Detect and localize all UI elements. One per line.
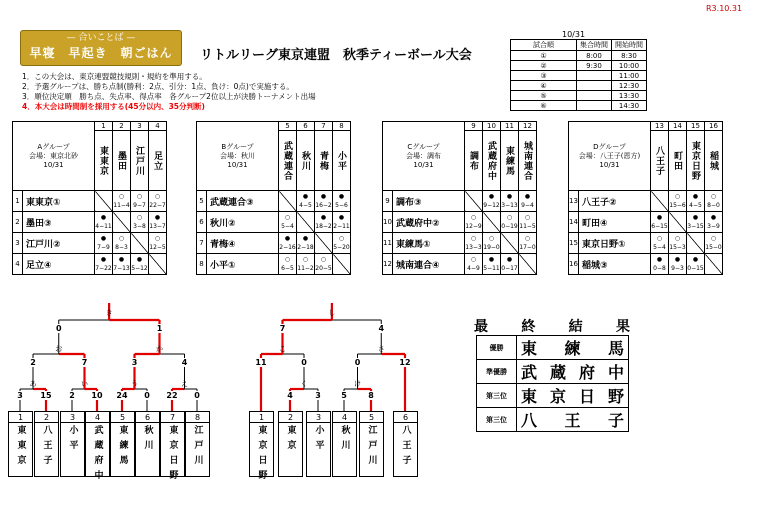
semifinal-label: か	[156, 345, 163, 353]
round1-score: 3	[311, 391, 325, 400]
final-team-char: 練	[564, 339, 581, 358]
motto-text: 早寝 早起き 朝ごはん	[29, 46, 173, 60]
group-row-team: 足立④	[23, 254, 95, 275]
final-team	[517, 336, 629, 360]
bracket-team	[185, 411, 210, 477]
round1-score: 3	[13, 391, 27, 400]
final-team-name	[521, 360, 624, 383]
group-col-number: 8	[333, 122, 351, 131]
group-col-team: 町田	[669, 131, 687, 191]
group-row-team: 墨田③	[23, 212, 95, 233]
group-result-cell: ○ 22−7	[149, 191, 167, 212]
round2-score: 3	[128, 358, 142, 367]
schedule-cell: 13:30	[612, 91, 647, 101]
group-result-cell: ● 3−13	[501, 191, 519, 212]
bracket-team-name: 東京日野	[167, 425, 178, 485]
round1-score: 22	[166, 391, 178, 400]
final-team	[517, 360, 629, 384]
round2-score: 7	[78, 358, 92, 367]
group-result-cell: ● 5−11	[483, 254, 501, 275]
final-score: 0	[52, 324, 66, 333]
round1-label: え	[181, 380, 188, 388]
group-result-cell: ● 7−22	[95, 254, 113, 275]
group-result-cell: ● 3−9	[705, 212, 723, 233]
group-result-cell: ● 3−15	[687, 212, 705, 233]
bracket-team-name: 東東京	[15, 425, 26, 470]
bracket-team-number: 2	[279, 412, 302, 423]
group-result-cell: ● 4−5	[297, 191, 315, 212]
final-rank: 優勝	[477, 336, 517, 360]
final-score: 7	[276, 324, 290, 333]
final-rank: 準優勝	[477, 360, 517, 384]
group-row-number: 10	[383, 212, 393, 233]
final-result-table	[476, 335, 629, 432]
final-team	[517, 384, 629, 408]
final-team-char: 東	[521, 387, 538, 406]
group-name: Cグループ	[407, 142, 440, 151]
group-result-cell: ○ 15−0	[705, 233, 723, 254]
group-row-team: 小平①	[207, 254, 279, 275]
schedule-cell: 8:00	[577, 51, 612, 61]
round1-score: 10	[91, 391, 103, 400]
group-venue: 会場：八王子(恩方)	[578, 151, 641, 160]
bracket-team-name: 東練馬	[117, 425, 128, 470]
final-title-char: 果	[615, 319, 630, 335]
group-row-team: 東京日野①	[579, 233, 651, 254]
group-name: Bグループ	[221, 142, 254, 151]
final-team	[517, 408, 629, 432]
round1-score: 8	[364, 391, 378, 400]
bracket-team-name: 東京	[285, 425, 296, 455]
final-team-name	[521, 408, 624, 431]
bracket-team	[34, 411, 59, 477]
group-result-cell: ○ 11−5	[519, 212, 537, 233]
group-result-cell: ○ 0−19	[501, 212, 519, 233]
final-team-char: 子	[607, 411, 624, 430]
group-result-cell: ● 6−15	[651, 212, 669, 233]
semifinal-label: こ	[279, 345, 286, 353]
group-row-number: 13	[569, 191, 579, 212]
group-col-team: 秋川	[297, 131, 315, 191]
group-result-cell: ○ 15−3	[669, 233, 687, 254]
group-col-number: 3	[131, 122, 149, 131]
schedule-cell: ①	[511, 51, 577, 61]
group-date: 10/31	[413, 160, 434, 169]
group-row-number: 11	[383, 233, 393, 254]
group-col-team: 小平	[333, 131, 351, 191]
group-col-number: 10	[483, 122, 501, 131]
group-col-team: 東練馬	[501, 131, 519, 191]
round1-label: け	[354, 380, 361, 388]
bracket-team-number: 7	[161, 412, 184, 423]
round1-label: く	[300, 380, 308, 388]
final-team-char: 武	[521, 363, 538, 382]
round2-score: 11	[255, 358, 267, 367]
group-col-team: 調布	[465, 131, 483, 191]
group-result-cell: ○ 8−3	[113, 233, 131, 254]
group-result-cell: ○ 9−7	[131, 191, 149, 212]
group-col-team: 八王子	[651, 131, 669, 191]
bracket-team	[359, 411, 384, 477]
final-title-char: 終	[521, 319, 536, 335]
round2-score: 0	[351, 358, 365, 367]
group-row-team: 青梅④	[207, 233, 279, 254]
round1-label: う	[131, 380, 138, 388]
bracket-team-number: 4	[86, 412, 109, 423]
semifinal-label: お	[55, 345, 63, 353]
group-result-cell: ○ 6−5	[279, 254, 297, 275]
group-result-cell: ○ 20−5	[315, 254, 333, 275]
group-date: 10/31	[43, 160, 64, 169]
group-row-team: 武蔵連合③	[207, 191, 279, 212]
round2-score: 2	[26, 358, 40, 367]
round1-score: 2	[65, 391, 79, 400]
group-row-team: 調布③	[393, 191, 465, 212]
group-row-team: 町田④	[579, 212, 651, 233]
schedule-cell: 12:30	[612, 81, 647, 91]
bracket-team	[60, 411, 85, 477]
group-row-team: 東練馬①	[393, 233, 465, 254]
final-result-title	[474, 316, 630, 336]
group-row-team: 秋川②	[207, 212, 279, 233]
bracket-team-name: 小平	[67, 425, 78, 455]
group-row-number: 4	[13, 254, 23, 275]
final-team-char: 中	[607, 363, 624, 382]
schedule-cell: 14:30	[612, 101, 647, 111]
group-result-cell: ● 13−7	[149, 212, 167, 233]
group-col-number: 12	[519, 122, 537, 131]
schedule-cell: 11:00	[612, 71, 647, 81]
group-col-number: 14	[669, 122, 687, 131]
group-result-cell: ● 4−11	[95, 212, 113, 233]
group-result-cell: ● 4−5	[687, 191, 705, 212]
round1-score: 4	[283, 391, 297, 400]
group-col-number: 16	[705, 122, 723, 131]
bracket-team	[8, 411, 33, 477]
group-result-cell: ● 9−3	[669, 254, 687, 275]
group-col-number: 11	[501, 122, 519, 131]
bracket-team	[393, 411, 418, 477]
bracket-team	[85, 411, 110, 485]
bracket-team	[249, 411, 274, 485]
group-venue: 会場：秋川	[220, 151, 255, 160]
final-label: し	[328, 309, 336, 317]
rule-3: 3．順位決定順 勝ち点、失点率、得点率 各グループ2位以上が決勝トーナメント出場	[22, 92, 316, 101]
group-row-team: 東東京①	[23, 191, 95, 212]
round1-label: あ	[29, 380, 37, 388]
rule-1: 1．この大会は、東京連盟競技規則・規約を準用する。	[22, 72, 207, 81]
round1-score: 15	[40, 391, 52, 400]
group-result-cell: ○ 5−4	[279, 212, 297, 233]
group-result-cell: ● 0−17	[501, 254, 519, 275]
schedule-cell: ⑥	[511, 101, 577, 111]
bracket-team-number: 2	[35, 412, 58, 423]
bracket-team-name: 東京日野	[256, 425, 267, 485]
group-col-number: 6	[297, 122, 315, 131]
final-team-char: 日	[578, 387, 595, 406]
group-result-cell: ● 7−9	[95, 233, 113, 254]
group-result-cell: ○ 17−0	[519, 233, 537, 254]
round1-label: い	[81, 380, 88, 388]
group-row-number: 3	[13, 233, 23, 254]
group-col-team: 武蔵府中	[483, 131, 501, 191]
group-row-number: 2	[13, 212, 23, 233]
group-col-team: 東東京	[95, 131, 113, 191]
group-col-team: 武蔵連合	[279, 131, 297, 191]
group-col-team: 江戸川	[131, 131, 149, 191]
schedule-header-assembly: 集合時間	[577, 40, 612, 51]
bracket-team-name: 八王子	[400, 425, 411, 470]
group-col-number: 1	[95, 122, 113, 131]
final-row	[477, 408, 629, 432]
group-result-cell: ● 0−8	[651, 254, 669, 275]
group-col-number: 13	[651, 122, 669, 131]
group-row-number: 9	[383, 191, 393, 212]
final-team-char: 野	[607, 387, 624, 406]
group-result-cell: ○ 4−9	[465, 254, 483, 275]
final-title-char: 最	[474, 319, 488, 335]
final-team-char: 府	[578, 363, 595, 382]
final-team-char: 蔵	[549, 363, 566, 382]
rule-4: 4．本大会は時間制を採用する(45分以内、35分判断)	[22, 102, 205, 111]
final-team-name	[521, 384, 624, 407]
group-row-number: 1	[13, 191, 23, 212]
schedule-cell: 9:30	[577, 61, 612, 71]
round1-score: 0	[190, 391, 204, 400]
group-row-number: 15	[569, 233, 579, 254]
group-col-number: 9	[465, 122, 483, 131]
group-col-team: 墨田	[113, 131, 131, 191]
bracket-team-name: 秋川	[142, 425, 153, 455]
group-date: 10/31	[227, 160, 248, 169]
group-col-number: 7	[315, 122, 333, 131]
group-result-cell: ○ 19−0	[483, 233, 501, 254]
group-result-cell: ○ 11−2	[297, 254, 315, 275]
group-result-cell: ● 0−15	[687, 254, 705, 275]
group-col-number: 5	[279, 122, 297, 131]
schedule-cell: 8:30	[612, 51, 647, 61]
group-result-cell: ● 5−6	[333, 191, 351, 212]
schedule-cell: 10:00	[612, 61, 647, 71]
bracket-team-name: 江戸川	[192, 425, 203, 470]
semifinal-label: さ	[377, 345, 385, 353]
bracket-team-number: 6	[394, 412, 417, 423]
group-name: Aグループ	[37, 142, 70, 151]
group-row-number: 5	[197, 191, 207, 212]
group-col-number: 4	[149, 122, 167, 131]
group-col-team: 東京日野	[687, 131, 705, 191]
group-date: 10/31	[599, 160, 620, 169]
round2-score: 0	[297, 358, 311, 367]
group-result-cell: ● 7−13	[113, 254, 131, 275]
bracket-team	[278, 411, 303, 477]
final-team-name	[521, 336, 624, 359]
group-result-cell: ● 18−2	[315, 212, 333, 233]
group-venue: 会場：調布	[406, 151, 441, 160]
group-result-cell: ● 5−12	[131, 254, 149, 275]
final-label: き	[105, 309, 113, 317]
group-result-cell: ○ 3−8	[131, 212, 149, 233]
group-col-number: 15	[687, 122, 705, 131]
page-title: リトルリーグ東京連盟 秋季ティーボール大会	[200, 48, 472, 63]
schedule-cell: ④	[511, 81, 577, 91]
bracket-team	[110, 411, 135, 477]
final-team-char: 八	[521, 411, 538, 430]
group-result-cell: ● 2−11	[333, 212, 351, 233]
group-result-cell: ○ 15−6	[669, 191, 687, 212]
final-title-char: 結	[568, 319, 583, 335]
group-result-cell: ● 9−12	[483, 191, 501, 212]
round2-score: 4	[178, 358, 192, 367]
round1-score: 5	[337, 391, 351, 400]
round1-score: 24	[116, 391, 128, 400]
group-row-number: 7	[197, 233, 207, 254]
schedule-header-order: 試合順	[511, 40, 577, 51]
bracket-team-number: 8	[186, 412, 209, 423]
group-row-team: 稲城③	[579, 254, 651, 275]
motto-heading: — 合いことば —	[66, 33, 136, 43]
group-result-cell: ● 9−4	[519, 191, 537, 212]
group-row-team: 八王子②	[579, 191, 651, 212]
schedule-cell: ③	[511, 71, 577, 81]
bracket-team-number: 5	[360, 412, 383, 423]
group-result-cell: ○ 5−20	[333, 233, 351, 254]
bracket-team	[306, 411, 331, 477]
group-col-team: 青梅	[315, 131, 333, 191]
group-col-team: 城南連合	[519, 131, 537, 191]
final-score: 4	[374, 324, 388, 333]
final-team-char: 馬	[607, 339, 624, 358]
schedule-date: 10/31	[562, 30, 586, 39]
schedule-cell: ⑤	[511, 91, 577, 101]
final-team-char: 京	[549, 387, 566, 406]
bracket-team-number: 1	[9, 412, 32, 423]
group-result-cell: ○ 13−3	[465, 233, 483, 254]
bracket-team-number: 1	[250, 412, 273, 423]
final-row	[477, 360, 629, 384]
group-row-number: 12	[383, 254, 393, 275]
rule-2: 2．予選グループは、勝ち点制(勝利：2点、引分：1点、負け：0点)で実施する。	[22, 82, 294, 91]
group-result-cell: ● 16−2	[315, 191, 333, 212]
group-result-cell: ● 2−18	[297, 233, 315, 254]
schedule-header-start: 開始時間	[612, 40, 647, 51]
issue-date: R3.10.31	[706, 4, 743, 13]
bracket-team-name: 江戸川	[366, 425, 377, 470]
schedule-cell: ②	[511, 61, 577, 71]
group-row-number: 8	[197, 254, 207, 275]
group-venue: 会場：東京北砂	[29, 151, 78, 160]
group-row-team: 武蔵府中②	[393, 212, 465, 233]
bracket-team-name: 小平	[313, 425, 324, 455]
group-col-team: 稲城	[705, 131, 723, 191]
final-rank: 第三位	[477, 384, 517, 408]
group-row-team: 城南連合④	[393, 254, 465, 275]
final-team-char: 東	[521, 339, 538, 358]
final-row	[477, 384, 629, 408]
group-result-cell: ○ 12−5	[149, 233, 167, 254]
group-result-cell: ○ 12−9	[465, 212, 483, 233]
bracket-team	[135, 411, 160, 477]
final-rank: 第三位	[477, 408, 517, 432]
bracket-team-number: 5	[111, 412, 134, 423]
bracket-team-number: 6	[136, 412, 159, 423]
group-row-number: 14	[569, 212, 579, 233]
bracket-team-name: 武蔵府中	[92, 425, 103, 485]
group-row-number: 6	[197, 212, 207, 233]
bracket-team-name: 八王子	[41, 425, 52, 470]
group-row-number: 16	[569, 254, 579, 275]
bracket-team-number: 3	[61, 412, 84, 423]
final-score: 1	[153, 324, 167, 333]
bracket-team-number: 3	[307, 412, 330, 423]
group-col-team: 足立	[149, 131, 167, 191]
group-result-cell: ○ 5−4	[651, 233, 669, 254]
group-name: Dグループ	[593, 142, 626, 151]
group-row-team: 江戸川②	[23, 233, 95, 254]
bracket-team-number: 4	[333, 412, 356, 423]
final-team-char: 王	[564, 411, 581, 430]
bracket-team	[160, 411, 185, 485]
final-row	[477, 336, 629, 360]
group-result-cell: ● 2−16	[279, 233, 297, 254]
round2-score: 12	[399, 358, 411, 367]
group-result-cell: ○ 11−4	[113, 191, 131, 212]
bracket-team	[332, 411, 357, 477]
group-col-number: 2	[113, 122, 131, 131]
group-result-cell: ○ 8−0	[705, 191, 723, 212]
round1-score: 0	[140, 391, 154, 400]
bracket-team-name: 秋川	[339, 425, 350, 455]
